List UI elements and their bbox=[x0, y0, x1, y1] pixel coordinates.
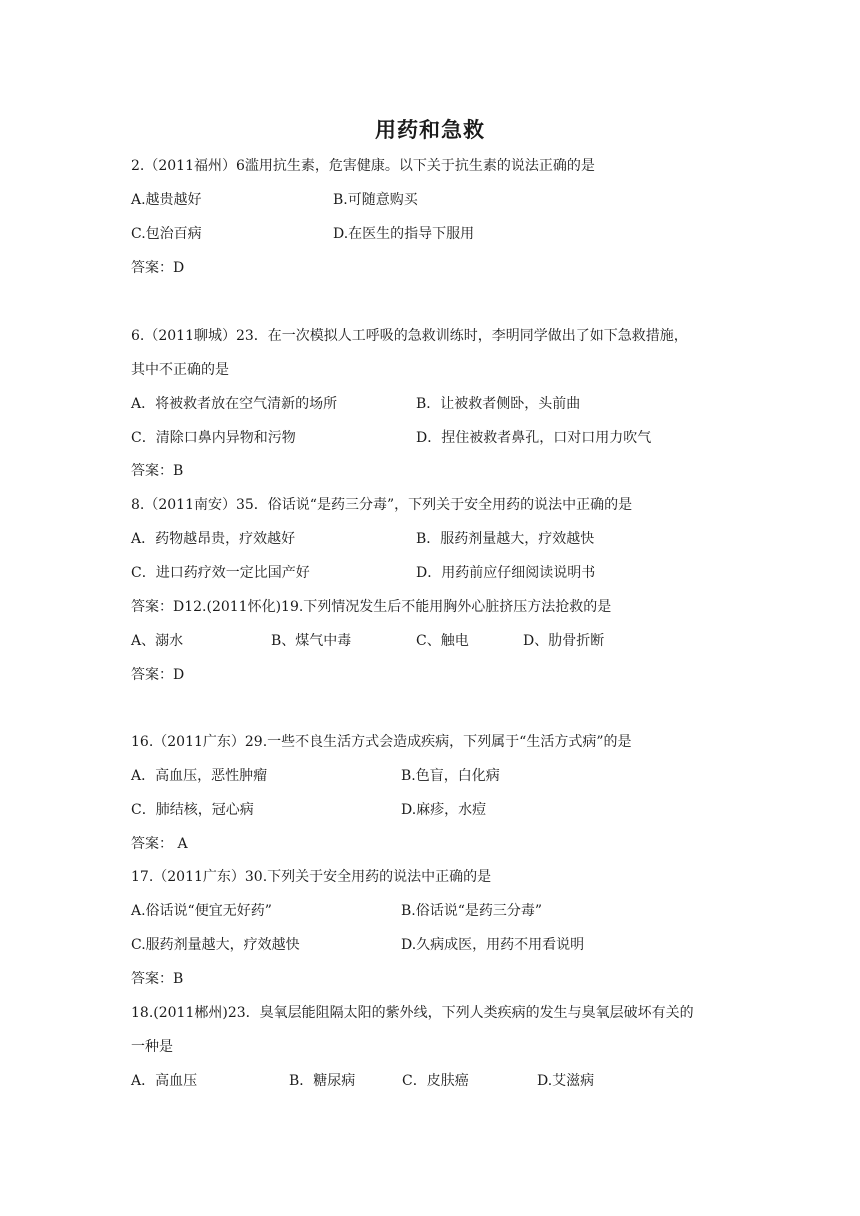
question-2-option-a: A.越贵越好 bbox=[131, 192, 202, 208]
question-6-option-d: D．捏住被救者鼻孔，口对口用力吹气 bbox=[416, 430, 652, 446]
question-18-stem-line2: 一种是 bbox=[131, 1039, 173, 1055]
question-17-answer: 答案：B bbox=[131, 971, 184, 987]
question-6-option-b: B．让被救者侧卧，头前曲 bbox=[416, 396, 581, 412]
question-2-answer: 答案：D bbox=[131, 260, 185, 276]
question-18-option-a: A．高血压 bbox=[131, 1073, 198, 1089]
question-6-answer: 答案：B bbox=[131, 463, 184, 479]
question-18-option-b: B．糖尿病 bbox=[289, 1073, 356, 1089]
question-12-answer: 答案：D bbox=[131, 667, 185, 683]
question-16-stem: 16.（2011广东）29.一些不良生活方式会造成疾病，下列属于“生活方式病”的是 bbox=[131, 734, 632, 750]
question-17-option-a: A.俗话说“便宜无好药” bbox=[131, 903, 272, 919]
question-6-stem-line2: 其中不正确的是 bbox=[131, 362, 229, 378]
question-18-option-d: D.艾滋病 bbox=[537, 1073, 595, 1089]
question-17-option-d: D.久病成医，用药不用看说明 bbox=[401, 937, 585, 953]
question-12-option-d: D、肋骨折断 bbox=[523, 633, 605, 649]
question-6-option-c: C．清除口鼻内异物和污物 bbox=[131, 430, 296, 446]
question-16-option-a: A．高血压，恶性肿瘤 bbox=[131, 768, 268, 784]
question-2-option-b: B.可随意购买 bbox=[333, 192, 418, 208]
question-16-answer: 答案： A bbox=[131, 836, 188, 852]
question-16-option-d: D.麻疹，水痘 bbox=[401, 802, 487, 818]
question-12-option-a: A、溺水 bbox=[131, 633, 184, 649]
question-2-stem: 2.（2011福州）6滥用抗生素，危害健康。以下关于抗生素的说法正确的是 bbox=[131, 158, 595, 174]
question-17-stem: 17.（2011广东）30.下列关于安全用药的说法中正确的是 bbox=[131, 869, 492, 885]
question-6-option-a: A．将被救者放在空气清新的场所 bbox=[131, 396, 338, 412]
document-title: 用药和急救 bbox=[375, 118, 485, 142]
question-17-option-c: C.服药剂量越大，疗效越快 bbox=[131, 937, 300, 953]
question-16-option-b: B.色盲，白化病 bbox=[401, 768, 500, 784]
question-2-option-c: C.包治百病 bbox=[131, 226, 202, 242]
question-16-option-c: C．肺结核，冠心病 bbox=[131, 802, 254, 818]
question-18-option-c: C．皮肤癌 bbox=[402, 1073, 469, 1089]
question-8-option-a: A．药物越昂贵，疗效越好 bbox=[131, 531, 296, 547]
question-8-stem: 8.（2011南安）35．俗话说“是药三分毒”，下列关于安全用药的说法中正确的是 bbox=[131, 497, 633, 513]
question-18-stem-line1: 18.(2011郴州)23．臭氧层能阻隔太阳的紫外线，下列人类疾病的发生与臭氧层破坏有关的 bbox=[131, 1005, 694, 1021]
question-6-stem-line1: 6.（2011聊城）23．在一次模拟人工呼吸的急救训练时，李明同学做出了如下急救措施， bbox=[131, 328, 688, 344]
question-12-option-b: B、煤气中毒 bbox=[271, 633, 352, 649]
question-8-option-b: B．服药剂量越大，疗效越快 bbox=[416, 531, 595, 547]
question-2-option-d: D.在医生的指导下服用 bbox=[333, 226, 475, 242]
question-17-option-b: B.俗话说“是药三分毒” bbox=[401, 903, 543, 919]
question-8-option-c: C．进口药疗效一定比国产好 bbox=[131, 565, 310, 581]
question-12-option-c: C、触电 bbox=[416, 633, 469, 649]
question-8-option-d: D．用药前应仔细阅读说明书 bbox=[416, 565, 596, 581]
question-8-answer-and-question-12-stem: 答案：D12.(2011怀化)19.下列情况发生后不能用胸外心脏挤压方法抢救的是 bbox=[131, 599, 612, 615]
